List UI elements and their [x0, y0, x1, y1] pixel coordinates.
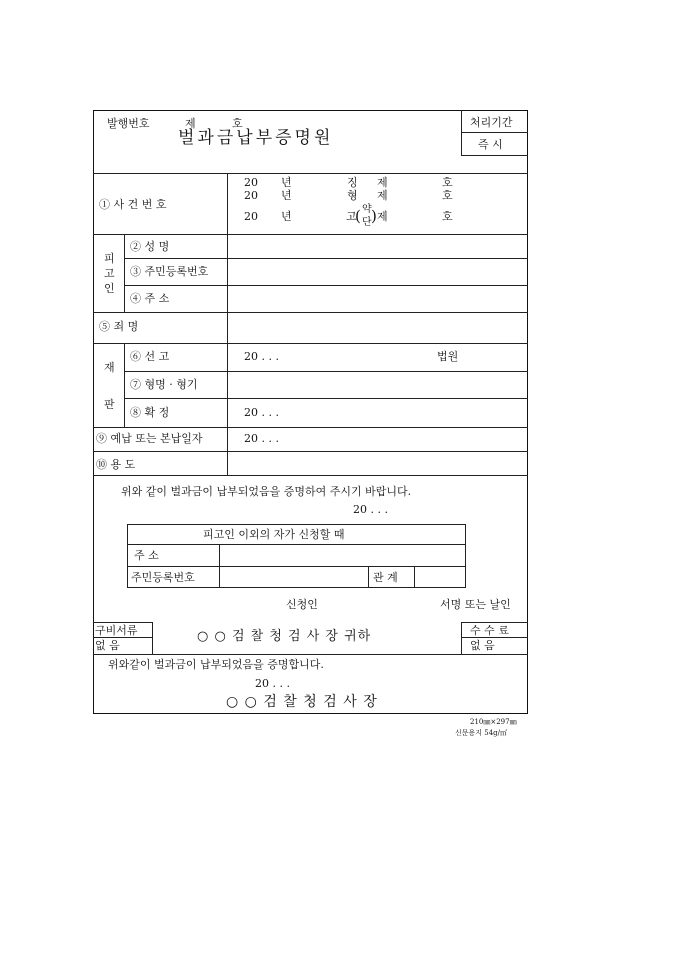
case-ho-3: 호: [442, 210, 453, 223]
case-nyeon-1: 년: [281, 176, 292, 189]
issue-number-je: 제: [185, 117, 196, 130]
purpose-label: ⑩ 용 도: [96, 458, 136, 471]
trial-group-bottom: 판: [104, 398, 115, 411]
defendant-group-char-3: 인: [104, 282, 115, 295]
case-kind-1: 징: [347, 176, 358, 189]
payment-date-label: ⑨ 예납 또는 본납일자: [96, 432, 203, 445]
case-year-3: 20: [244, 210, 258, 223]
case-kind-3: 고: [346, 210, 357, 223]
defendant-group-char-2: 고: [104, 267, 115, 280]
request-statement: 위와 같이 벌과금이 납부되었음을 증명하여 주시기 바랍니다.: [121, 485, 412, 498]
processing-period-value: 즉 시: [478, 138, 503, 151]
addressee: ○ ○ 검 찰 청 검 사 장 귀하: [197, 629, 372, 644]
case-ho-2: 호: [442, 189, 453, 202]
certification-issuer: ○ ○ 검 찰 청 검 사 장: [226, 694, 378, 710]
punishment-label: ⑦ 형명 · 형기: [130, 378, 198, 391]
fee-label: 수 수 료: [470, 624, 509, 637]
footer-paper: 신문용지 54g/㎡: [455, 729, 508, 737]
applicant-label: 신청인: [286, 598, 318, 611]
case-nyeon-2: 년: [281, 189, 292, 202]
case-ho-1: 호: [442, 176, 453, 189]
case-number-label: ① 사 건 번 호: [99, 198, 167, 211]
payment-date-value: 20 . . .: [244, 432, 279, 445]
footer-size: 210㎜×297㎜: [470, 718, 517, 726]
defendant-rrn-label: ③ 주민등록번호: [130, 265, 209, 278]
final-label: ⑧ 확 정: [130, 406, 170, 419]
other-applicant-title: 피고인 이외의 자가 신청할 때: [203, 528, 345, 541]
certification-date: 20 . . .: [255, 677, 290, 690]
defendant-name-label: ② 성 명: [130, 240, 170, 253]
certification-statement: 위와같이 벌과금이 납부되었음을 증명합니다.: [108, 658, 324, 671]
processing-period-label: 처리기간: [470, 116, 513, 129]
request-date: 20 . . .: [353, 503, 388, 516]
docs-value: 없 음: [95, 639, 120, 652]
issue-number-label: 발행번호: [107, 117, 150, 130]
form-title: 벌과금납부증명원: [178, 128, 334, 148]
defendant-group-char-1: 피: [104, 252, 115, 265]
case-paren-close: ): [371, 207, 377, 225]
other-applicant-relation-label: 관 계: [373, 571, 398, 584]
case-sub-dan: 단: [362, 217, 372, 228]
case-sub-yak: 약: [362, 204, 372, 215]
case-kind-2: 형: [347, 189, 358, 202]
sentence-label: ⑥ 선 고: [130, 350, 170, 363]
crime-label: ⑤ 죄 명: [99, 320, 139, 333]
defendant-address-label: ④ 주 소: [130, 292, 170, 305]
case-je-3: 제: [377, 210, 388, 223]
final-date: 20 . . .: [244, 406, 279, 419]
applicant-sign: 서명 또는 날인: [440, 598, 511, 611]
sentence-date: 20 . . .: [244, 350, 279, 363]
docs-label: 구비서류: [95, 624, 138, 637]
other-applicant-rrn-label: 주민등록번호: [131, 571, 195, 584]
case-year-1: 20: [244, 176, 258, 189]
case-nyeon-3: 년: [281, 210, 292, 223]
case-year-2: 20: [244, 189, 258, 202]
case-paren-open: (: [355, 207, 361, 225]
other-applicant-address-label: 주 소: [134, 549, 159, 562]
issue-number-ho: 호: [232, 117, 243, 130]
case-je-2: 제: [377, 189, 388, 202]
court-label: 법원: [437, 350, 459, 363]
trial-group-top: 재: [104, 361, 115, 374]
fee-value: 없 음: [470, 639, 495, 652]
case-je-1: 제: [377, 176, 388, 189]
